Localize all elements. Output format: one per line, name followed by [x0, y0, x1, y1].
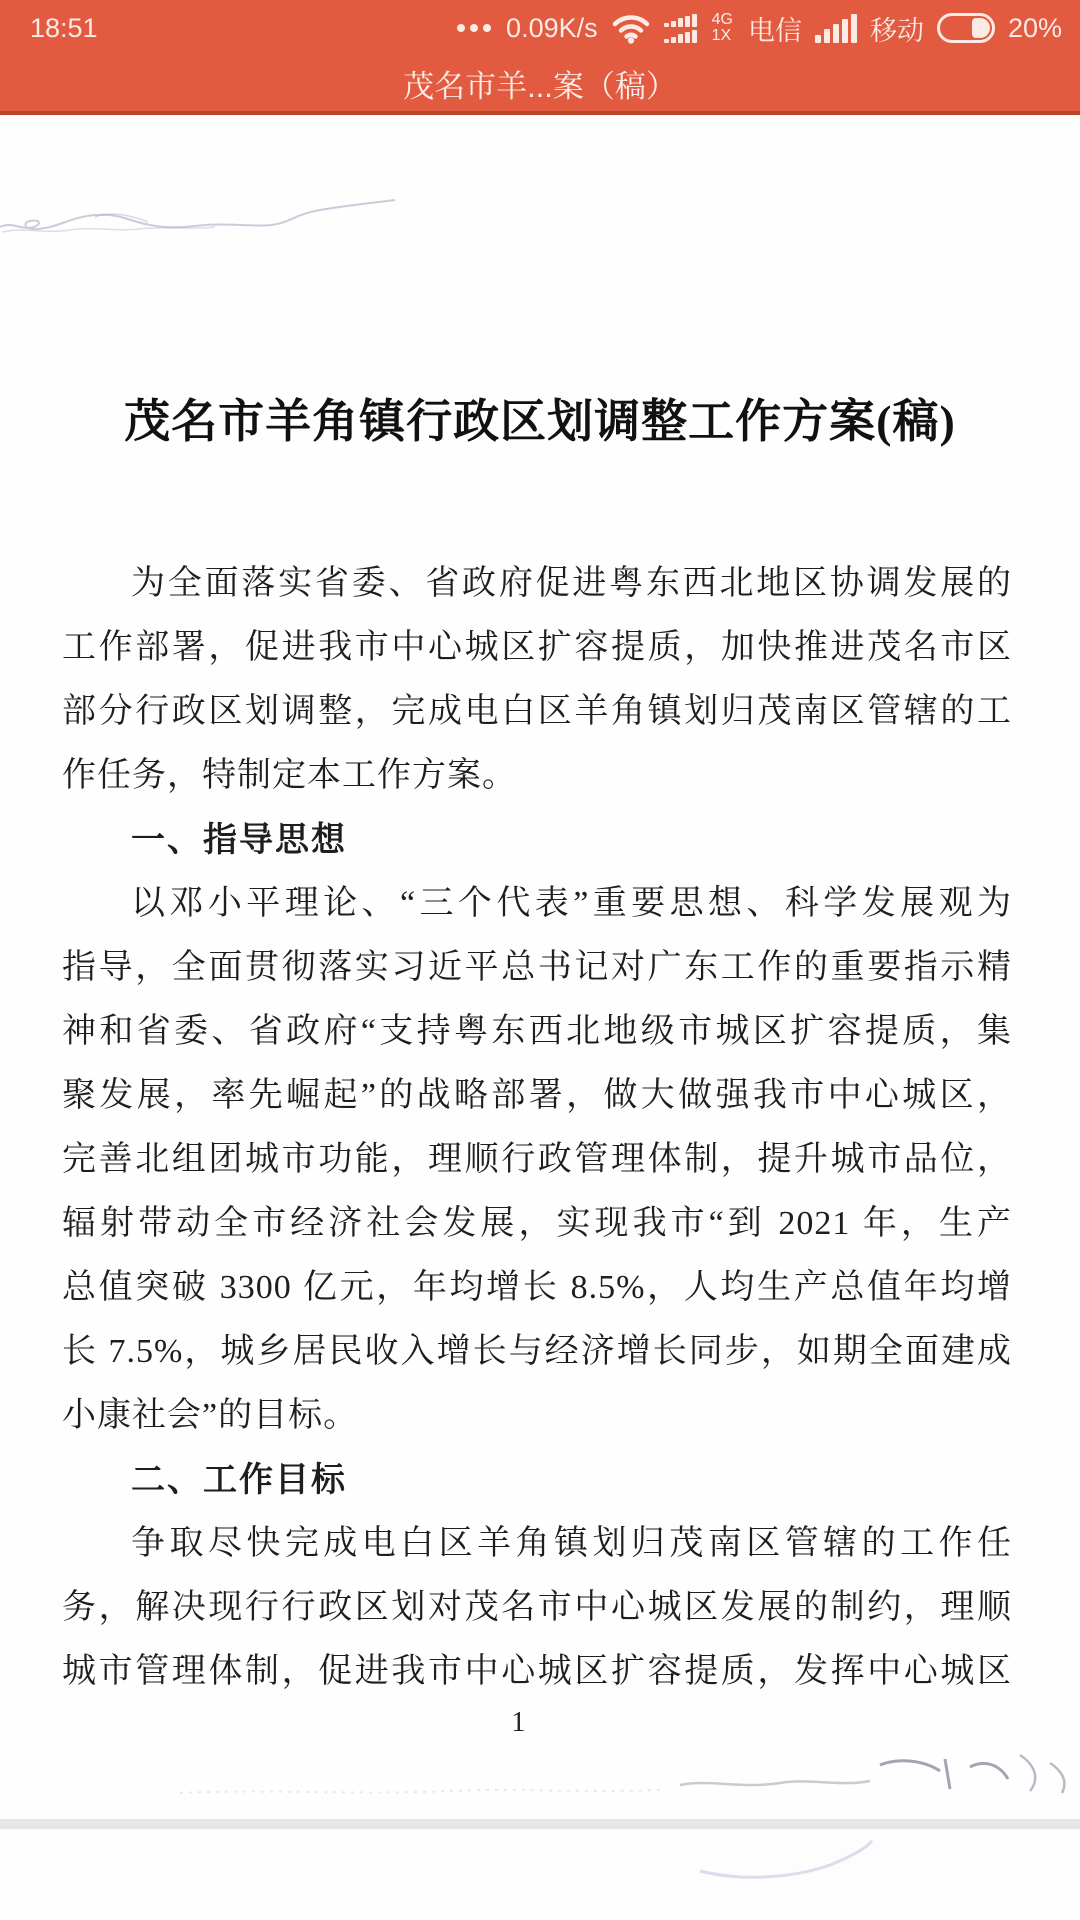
- pen-scribble-mark: [0, 187, 400, 242]
- document-line: 完善北组团城市功能，理顺行政管理体制，提升城市品位，: [62, 1141, 1012, 1178]
- sim2-signal-icon: [815, 13, 857, 43]
- next-page-top[interactable]: [0, 1829, 1080, 1920]
- app-title: 茂名市羊...案（稿）: [403, 69, 677, 104]
- document-line: 长 7.5%，城乡居民收入增长与经济增长同步，如期全面建成: [62, 1333, 1012, 1370]
- network-type-badge: 4G 1X: [711, 11, 733, 44]
- document-line: 聚发展，率先崛起”的战略部署，做大做强我市中心城区，: [62, 1077, 1012, 1114]
- network-speed: 0.09K/s: [506, 12, 598, 43]
- carrier1-label: 电信: [747, 15, 802, 46]
- document-line: 务，解决现行行政区划对茂名市中心城区发展的制约，理顺: [62, 1589, 1012, 1626]
- page-separator: [0, 1819, 1080, 1829]
- document-line: 指导，全面贯彻落实习近平总书记对广东工作的重要指示精: [62, 949, 1012, 986]
- document-line: 为全面落实省委、省政府促进粤东西北地区协调发展的: [131, 565, 1012, 602]
- app-title-bar[interactable]: [0, 56, 1080, 115]
- document-line: 总值突破 3300 亿元，年均增长 8.5%，人均生产总值年均增: [62, 1269, 1012, 1306]
- document-line: 辐射带动全市经济社会发展，实现我市“到 2021 年，生产: [62, 1205, 1012, 1242]
- document-line: 工作部署，促进我市中心城区扩容提质，加快推进茂名市区: [62, 629, 1012, 666]
- document-page[interactable]: [0, 115, 1080, 1819]
- document-line: 二、工作目标: [131, 1461, 347, 1499]
- document-title: 茂名市羊角镇行政区划调整工作方案(稿): [124, 396, 956, 447]
- document-line: 一、指导思想: [131, 821, 347, 859]
- clock: 18:51: [30, 12, 98, 43]
- battery-percent: 20%: [1007, 12, 1062, 43]
- document-line: 以邓小平理论、“三个代表”重要思想、科学发展观为: [131, 885, 1012, 922]
- document-line: 神和省委、省政府“支持粤东西北地级市城区扩容提质，集: [62, 1013, 1012, 1050]
- battery-icon: [937, 13, 995, 43]
- document-line: 小康社会”的目标。: [62, 1397, 359, 1434]
- document-body: [62, 555, 1012, 1707]
- document-line: 部分行政区划调整，完成电白区羊角镇划归茂南区管辖的工: [62, 693, 1012, 730]
- wifi-icon: [611, 12, 651, 44]
- notification-dots-icon: [457, 24, 491, 32]
- page-number: 1: [511, 1707, 526, 1738]
- carrier2-label: 移动: [869, 15, 924, 46]
- sim1-signal-icon: [664, 14, 697, 43]
- faint-pen-arc: [0, 1829, 1080, 1889]
- document-line: 城市管理体制，促进我市中心城区扩容提质，发挥中心城区: [62, 1653, 1012, 1690]
- scan-smudge-marks: [0, 1745, 1080, 1820]
- document-line: 争取尽快完成电白区羊角镇划归茂南区管辖的工作任: [131, 1525, 1012, 1562]
- document-line: 作任务，特制定本工作方案。: [62, 757, 517, 794]
- status-bar: [0, 0, 1080, 56]
